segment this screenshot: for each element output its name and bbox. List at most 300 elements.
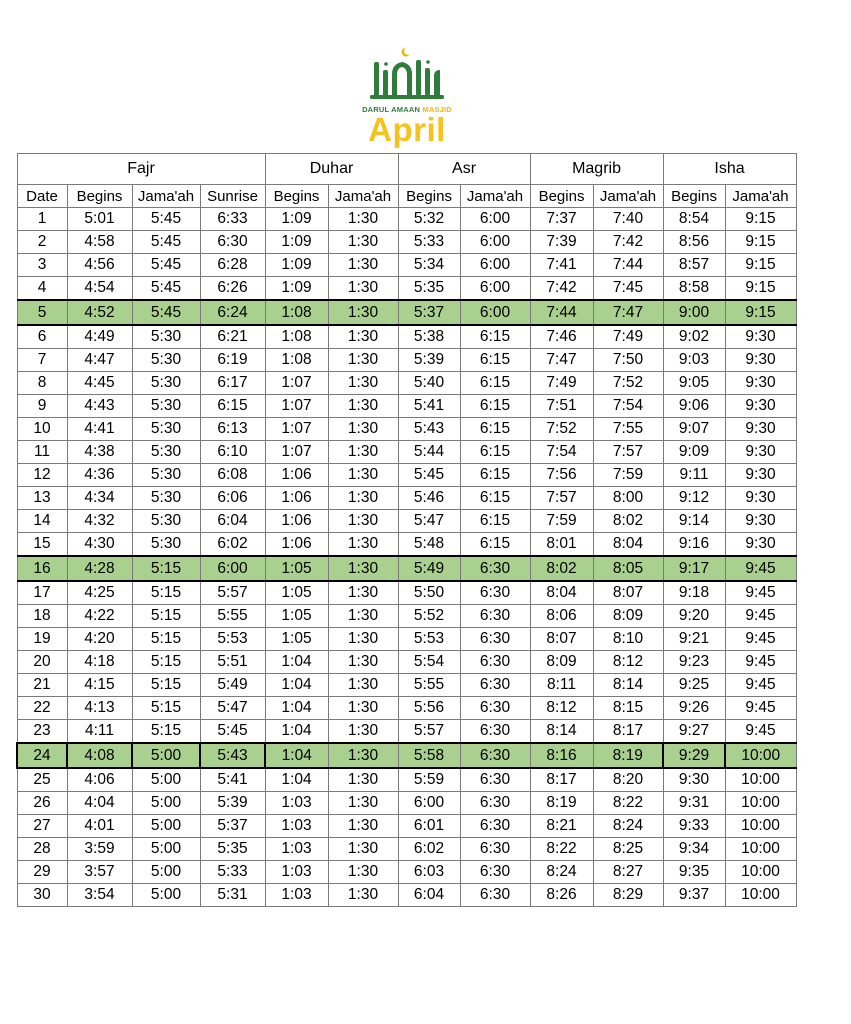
time-cell: 8:02 bbox=[530, 556, 593, 581]
date-cell: 14 bbox=[17, 510, 67, 533]
time-cell: 1:30 bbox=[328, 349, 398, 372]
time-cell: 9:17 bbox=[663, 556, 725, 581]
time-cell: 4:04 bbox=[67, 792, 132, 815]
time-cell: 6:30 bbox=[460, 605, 530, 628]
time-cell: 5:30 bbox=[132, 510, 200, 533]
time-cell: 6:00 bbox=[200, 556, 265, 581]
time-cell: 9:18 bbox=[663, 581, 725, 605]
time-cell: 8:54 bbox=[663, 208, 725, 231]
time-cell: 8:24 bbox=[530, 861, 593, 884]
date-cell: 28 bbox=[17, 838, 67, 861]
time-cell: 7:51 bbox=[530, 395, 593, 418]
time-cell: 9:00 bbox=[663, 300, 725, 325]
time-cell: 5:41 bbox=[398, 395, 460, 418]
time-cell: 9:30 bbox=[725, 510, 796, 533]
table-row bbox=[17, 231, 796, 254]
time-cell: 4:54 bbox=[67, 277, 132, 301]
time-cell: 5:54 bbox=[398, 651, 460, 674]
column-header: Date bbox=[17, 185, 67, 208]
table-row bbox=[17, 254, 796, 277]
time-cell: 5:46 bbox=[398, 487, 460, 510]
time-cell: 8:19 bbox=[530, 792, 593, 815]
time-cell: 9:06 bbox=[663, 395, 725, 418]
time-cell: 9:23 bbox=[663, 651, 725, 674]
time-cell: 10:00 bbox=[725, 861, 796, 884]
time-cell: 9:31 bbox=[663, 792, 725, 815]
table-row bbox=[17, 815, 796, 838]
table-row bbox=[17, 487, 796, 510]
time-cell: 3:59 bbox=[67, 838, 132, 861]
time-cell: 9:30 bbox=[663, 768, 725, 792]
time-cell: 5:30 bbox=[132, 325, 200, 349]
time-cell: 1:30 bbox=[328, 605, 398, 628]
time-cell: 9:15 bbox=[725, 231, 796, 254]
time-cell: 7:50 bbox=[593, 349, 663, 372]
time-cell: 1:07 bbox=[265, 372, 328, 395]
time-cell: 1:30 bbox=[328, 768, 398, 792]
column-header-row bbox=[17, 185, 796, 208]
time-cell: 10:00 bbox=[725, 792, 796, 815]
time-cell: 8:02 bbox=[593, 510, 663, 533]
time-cell: 7:49 bbox=[530, 372, 593, 395]
time-cell: 1:30 bbox=[328, 697, 398, 720]
time-cell: 6:01 bbox=[398, 815, 460, 838]
time-cell: 5:59 bbox=[398, 768, 460, 792]
time-cell: 7:47 bbox=[593, 300, 663, 325]
column-header: Begins bbox=[398, 185, 460, 208]
time-cell: 5:35 bbox=[200, 838, 265, 861]
time-cell: 4:01 bbox=[67, 815, 132, 838]
time-cell: 1:09 bbox=[265, 277, 328, 301]
time-cell: 9:12 bbox=[663, 487, 725, 510]
time-cell: 8:12 bbox=[593, 651, 663, 674]
time-cell: 1:30 bbox=[328, 208, 398, 231]
time-cell: 6:19 bbox=[200, 349, 265, 372]
time-cell: 5:58 bbox=[398, 743, 460, 768]
time-cell: 1:09 bbox=[265, 254, 328, 277]
time-cell: 8:19 bbox=[593, 743, 663, 768]
time-cell: 8:20 bbox=[593, 768, 663, 792]
time-cell: 6:30 bbox=[460, 651, 530, 674]
table-row bbox=[17, 441, 796, 464]
time-cell: 10:00 bbox=[725, 815, 796, 838]
time-cell: 6:00 bbox=[398, 792, 460, 815]
time-cell: 8:58 bbox=[663, 277, 725, 301]
time-cell: 9:35 bbox=[663, 861, 725, 884]
time-cell: 6:33 bbox=[200, 208, 265, 231]
time-cell: 5:44 bbox=[398, 441, 460, 464]
time-cell: 1:06 bbox=[265, 464, 328, 487]
time-cell: 6:15 bbox=[460, 441, 530, 464]
time-cell: 5:30 bbox=[132, 395, 200, 418]
time-cell: 7:47 bbox=[530, 349, 593, 372]
column-header: Sunrise bbox=[200, 185, 265, 208]
time-cell: 8:07 bbox=[530, 628, 593, 651]
date-cell: 26 bbox=[17, 792, 67, 815]
time-cell: 6:15 bbox=[460, 510, 530, 533]
time-cell: 8:27 bbox=[593, 861, 663, 884]
masjid-logo bbox=[352, 46, 462, 150]
time-cell: 6:06 bbox=[200, 487, 265, 510]
time-cell: 7:57 bbox=[530, 487, 593, 510]
time-cell: 9:15 bbox=[725, 254, 796, 277]
time-cell: 6:30 bbox=[460, 815, 530, 838]
time-cell: 8:14 bbox=[530, 720, 593, 744]
time-cell: 1:30 bbox=[328, 487, 398, 510]
table-row bbox=[17, 300, 796, 325]
column-header: Begins bbox=[265, 185, 328, 208]
time-cell: 4:34 bbox=[67, 487, 132, 510]
date-cell: 8 bbox=[17, 372, 67, 395]
time-cell: 9:45 bbox=[725, 556, 796, 581]
time-cell: 8:04 bbox=[593, 533, 663, 557]
time-cell: 8:11 bbox=[530, 674, 593, 697]
time-cell: 5:39 bbox=[398, 349, 460, 372]
time-cell: 8:57 bbox=[663, 254, 725, 277]
table-row bbox=[17, 581, 796, 605]
time-cell: 5:52 bbox=[398, 605, 460, 628]
time-cell: 4:49 bbox=[67, 325, 132, 349]
date-cell: 3 bbox=[17, 254, 67, 277]
time-cell: 8:04 bbox=[530, 581, 593, 605]
time-cell: 5:37 bbox=[200, 815, 265, 838]
time-cell: 8:01 bbox=[530, 533, 593, 557]
time-cell: 6:15 bbox=[460, 418, 530, 441]
time-cell: 4:06 bbox=[67, 768, 132, 792]
time-cell: 10:00 bbox=[725, 743, 796, 768]
time-cell: 5:00 bbox=[132, 838, 200, 861]
time-cell: 7:42 bbox=[530, 277, 593, 301]
time-cell: 5:00 bbox=[132, 792, 200, 815]
time-cell: 5:50 bbox=[398, 581, 460, 605]
time-cell: 9:20 bbox=[663, 605, 725, 628]
time-cell: 1:30 bbox=[328, 254, 398, 277]
time-cell: 5:34 bbox=[398, 254, 460, 277]
table-row bbox=[17, 510, 796, 533]
time-cell: 7:40 bbox=[593, 208, 663, 231]
time-cell: 9:30 bbox=[725, 325, 796, 349]
time-cell: 1:04 bbox=[265, 743, 328, 768]
time-cell: 1:04 bbox=[265, 768, 328, 792]
time-cell: 8:09 bbox=[593, 605, 663, 628]
group-header-isha: Isha bbox=[663, 154, 796, 185]
time-cell: 6:15 bbox=[460, 533, 530, 557]
time-cell: 8:07 bbox=[593, 581, 663, 605]
time-cell: 6:17 bbox=[200, 372, 265, 395]
time-cell: 1:03 bbox=[265, 838, 328, 861]
time-cell: 5:00 bbox=[132, 861, 200, 884]
date-cell: 19 bbox=[17, 628, 67, 651]
time-cell: 6:04 bbox=[200, 510, 265, 533]
time-cell: 9:15 bbox=[725, 208, 796, 231]
time-cell: 5:51 bbox=[200, 651, 265, 674]
time-cell: 6:28 bbox=[200, 254, 265, 277]
time-cell: 9:21 bbox=[663, 628, 725, 651]
time-cell: 7:41 bbox=[530, 254, 593, 277]
time-cell: 1:30 bbox=[328, 838, 398, 861]
time-cell: 9:45 bbox=[725, 581, 796, 605]
time-cell: 5:30 bbox=[132, 487, 200, 510]
time-cell: 4:18 bbox=[67, 651, 132, 674]
column-header: Jama'ah bbox=[593, 185, 663, 208]
time-cell: 4:58 bbox=[67, 231, 132, 254]
masjid-name: DARUL AMAAN MASJID bbox=[362, 105, 452, 114]
time-cell: 9:30 bbox=[725, 533, 796, 557]
time-cell: 6:30 bbox=[200, 231, 265, 254]
time-cell: 4:25 bbox=[67, 581, 132, 605]
time-cell: 5:33 bbox=[398, 231, 460, 254]
table-row bbox=[17, 768, 796, 792]
time-cell: 9:15 bbox=[725, 300, 796, 325]
date-cell: 12 bbox=[17, 464, 67, 487]
time-cell: 5:35 bbox=[398, 277, 460, 301]
time-cell: 1:07 bbox=[265, 441, 328, 464]
time-cell: 1:04 bbox=[265, 651, 328, 674]
time-cell: 5:15 bbox=[132, 651, 200, 674]
group-header-asr: Asr bbox=[398, 154, 530, 185]
time-cell: 1:30 bbox=[328, 441, 398, 464]
time-cell: 9:45 bbox=[725, 605, 796, 628]
time-cell: 8:24 bbox=[593, 815, 663, 838]
time-cell: 5:41 bbox=[200, 768, 265, 792]
time-cell: 4:30 bbox=[67, 533, 132, 557]
time-cell: 6:30 bbox=[460, 768, 530, 792]
time-cell: 5:30 bbox=[132, 441, 200, 464]
table-row bbox=[17, 720, 796, 744]
time-cell: 4:47 bbox=[67, 349, 132, 372]
time-cell: 9:45 bbox=[725, 697, 796, 720]
time-cell: 6:15 bbox=[460, 349, 530, 372]
date-cell: 4 bbox=[17, 277, 67, 301]
time-cell: 5:00 bbox=[132, 768, 200, 792]
time-cell: 1:30 bbox=[328, 556, 398, 581]
time-cell: 4:41 bbox=[67, 418, 132, 441]
date-cell: 9 bbox=[17, 395, 67, 418]
time-cell: 4:56 bbox=[67, 254, 132, 277]
time-cell: 1:04 bbox=[265, 697, 328, 720]
time-cell: 5:33 bbox=[200, 861, 265, 884]
time-cell: 4:45 bbox=[67, 372, 132, 395]
time-cell: 5:15 bbox=[132, 674, 200, 697]
table-row bbox=[17, 838, 796, 861]
time-cell: 6:30 bbox=[460, 861, 530, 884]
time-cell: 4:15 bbox=[67, 674, 132, 697]
time-cell: 5:30 bbox=[132, 372, 200, 395]
time-cell: 5:01 bbox=[67, 208, 132, 231]
date-cell: 11 bbox=[17, 441, 67, 464]
time-cell: 1:04 bbox=[265, 674, 328, 697]
time-cell: 7:54 bbox=[530, 441, 593, 464]
time-cell: 6:30 bbox=[460, 628, 530, 651]
time-cell: 7:56 bbox=[530, 464, 593, 487]
column-header: Jama'ah bbox=[328, 185, 398, 208]
time-cell: 9:11 bbox=[663, 464, 725, 487]
time-cell: 7:45 bbox=[593, 277, 663, 301]
time-cell: 8:29 bbox=[593, 884, 663, 907]
time-cell: 5:56 bbox=[398, 697, 460, 720]
time-cell: 8:06 bbox=[530, 605, 593, 628]
date-cell: 15 bbox=[17, 533, 67, 557]
time-cell: 5:43 bbox=[398, 418, 460, 441]
table-row bbox=[17, 861, 796, 884]
time-cell: 6:10 bbox=[200, 441, 265, 464]
table-row bbox=[17, 349, 796, 372]
time-cell: 5:43 bbox=[200, 743, 265, 768]
time-cell: 1:30 bbox=[328, 720, 398, 744]
time-cell: 5:32 bbox=[398, 208, 460, 231]
time-cell: 5:00 bbox=[132, 884, 200, 907]
time-cell: 7:39 bbox=[530, 231, 593, 254]
time-cell: 6:02 bbox=[200, 533, 265, 557]
time-cell: 5:45 bbox=[398, 464, 460, 487]
time-cell: 1:09 bbox=[265, 231, 328, 254]
time-cell: 7:37 bbox=[530, 208, 593, 231]
group-header-magrib: Magrib bbox=[530, 154, 663, 185]
time-cell: 8:12 bbox=[530, 697, 593, 720]
time-cell: 7:54 bbox=[593, 395, 663, 418]
column-header: Jama'ah bbox=[725, 185, 796, 208]
time-cell: 4:38 bbox=[67, 441, 132, 464]
time-cell: 5:45 bbox=[132, 208, 200, 231]
table-row bbox=[17, 464, 796, 487]
time-cell: 9:30 bbox=[725, 487, 796, 510]
time-cell: 1:30 bbox=[328, 510, 398, 533]
date-cell: 20 bbox=[17, 651, 67, 674]
time-cell: 4:08 bbox=[67, 743, 132, 768]
time-cell: 8:00 bbox=[593, 487, 663, 510]
time-cell: 9:03 bbox=[663, 349, 725, 372]
time-cell: 5:49 bbox=[398, 556, 460, 581]
time-cell: 5:55 bbox=[200, 605, 265, 628]
time-cell: 1:05 bbox=[265, 581, 328, 605]
time-cell: 1:03 bbox=[265, 815, 328, 838]
time-cell: 5:38 bbox=[398, 325, 460, 349]
time-cell: 9:09 bbox=[663, 441, 725, 464]
date-cell: 18 bbox=[17, 605, 67, 628]
time-cell: 5:15 bbox=[132, 581, 200, 605]
time-cell: 5:57 bbox=[398, 720, 460, 744]
time-cell: 6:30 bbox=[460, 838, 530, 861]
time-cell: 9:45 bbox=[725, 674, 796, 697]
time-cell: 6:30 bbox=[460, 884, 530, 907]
time-cell: 4:11 bbox=[67, 720, 132, 744]
time-cell: 1:30 bbox=[328, 792, 398, 815]
date-cell: 27 bbox=[17, 815, 67, 838]
time-cell: 9:45 bbox=[725, 720, 796, 744]
time-cell: 1:05 bbox=[265, 628, 328, 651]
time-cell: 7:46 bbox=[530, 325, 593, 349]
time-cell: 5:55 bbox=[398, 674, 460, 697]
date-cell: 13 bbox=[17, 487, 67, 510]
group-header-duhar: Duhar bbox=[265, 154, 398, 185]
time-cell: 4:28 bbox=[67, 556, 132, 581]
table-row bbox=[17, 884, 796, 907]
time-cell: 9:15 bbox=[725, 277, 796, 301]
time-cell: 6:15 bbox=[460, 487, 530, 510]
time-cell: 1:30 bbox=[328, 674, 398, 697]
time-cell: 5:15 bbox=[132, 697, 200, 720]
time-cell: 6:30 bbox=[460, 792, 530, 815]
time-cell: 7:59 bbox=[530, 510, 593, 533]
time-cell: 5:15 bbox=[132, 556, 200, 581]
time-cell: 5:31 bbox=[200, 884, 265, 907]
table-row bbox=[17, 651, 796, 674]
time-cell: 6:04 bbox=[398, 884, 460, 907]
date-cell: 29 bbox=[17, 861, 67, 884]
date-cell: 1 bbox=[17, 208, 67, 231]
time-cell: 1:30 bbox=[328, 372, 398, 395]
time-cell: 1:30 bbox=[328, 861, 398, 884]
time-cell: 9:37 bbox=[663, 884, 725, 907]
time-cell: 7:42 bbox=[593, 231, 663, 254]
time-cell: 1:30 bbox=[328, 651, 398, 674]
column-header: Jama'ah bbox=[460, 185, 530, 208]
date-cell: 7 bbox=[17, 349, 67, 372]
time-cell: 6:00 bbox=[460, 300, 530, 325]
time-cell: 1:30 bbox=[328, 743, 398, 768]
time-cell: 6:30 bbox=[460, 697, 530, 720]
time-cell: 9:07 bbox=[663, 418, 725, 441]
mosque-emblem-icon bbox=[364, 46, 450, 104]
time-cell: 1:30 bbox=[328, 581, 398, 605]
time-cell: 6:30 bbox=[460, 581, 530, 605]
time-cell: 10:00 bbox=[725, 838, 796, 861]
time-cell: 9:27 bbox=[663, 720, 725, 744]
time-cell: 8:10 bbox=[593, 628, 663, 651]
time-cell: 5:37 bbox=[398, 300, 460, 325]
time-cell: 9:30 bbox=[725, 418, 796, 441]
time-cell: 1:06 bbox=[265, 510, 328, 533]
time-cell: 8:21 bbox=[530, 815, 593, 838]
time-cell: 5:30 bbox=[132, 464, 200, 487]
time-cell: 8:14 bbox=[593, 674, 663, 697]
table-row bbox=[17, 792, 796, 815]
time-cell: 4:13 bbox=[67, 697, 132, 720]
date-cell: 30 bbox=[17, 884, 67, 907]
time-cell: 1:08 bbox=[265, 300, 328, 325]
date-cell: 25 bbox=[17, 768, 67, 792]
time-cell: 5:45 bbox=[132, 231, 200, 254]
time-cell: 4:52 bbox=[67, 300, 132, 325]
time-cell: 5:45 bbox=[132, 254, 200, 277]
time-cell: 1:03 bbox=[265, 792, 328, 815]
time-cell: 4:20 bbox=[67, 628, 132, 651]
time-cell: 4:32 bbox=[67, 510, 132, 533]
column-header: Jama'ah bbox=[132, 185, 200, 208]
time-cell: 6:26 bbox=[200, 277, 265, 301]
time-cell: 5:00 bbox=[132, 743, 200, 768]
time-cell: 10:00 bbox=[725, 768, 796, 792]
time-cell: 6:15 bbox=[200, 395, 265, 418]
time-cell: 6:15 bbox=[460, 395, 530, 418]
time-cell: 8:09 bbox=[530, 651, 593, 674]
time-cell: 1:30 bbox=[328, 628, 398, 651]
table-row bbox=[17, 418, 796, 441]
time-cell: 5:15 bbox=[132, 605, 200, 628]
time-cell: 9:30 bbox=[725, 464, 796, 487]
time-cell: 9:30 bbox=[725, 372, 796, 395]
time-cell: 9:30 bbox=[725, 349, 796, 372]
column-header: Begins bbox=[530, 185, 593, 208]
time-cell: 8:22 bbox=[530, 838, 593, 861]
time-cell: 9:33 bbox=[663, 815, 725, 838]
group-header-fajr: Fajr bbox=[17, 154, 265, 185]
time-cell: 6:08 bbox=[200, 464, 265, 487]
time-cell: 7:59 bbox=[593, 464, 663, 487]
time-cell: 1:30 bbox=[328, 325, 398, 349]
time-cell: 6:00 bbox=[460, 277, 530, 301]
date-cell: 16 bbox=[17, 556, 67, 581]
